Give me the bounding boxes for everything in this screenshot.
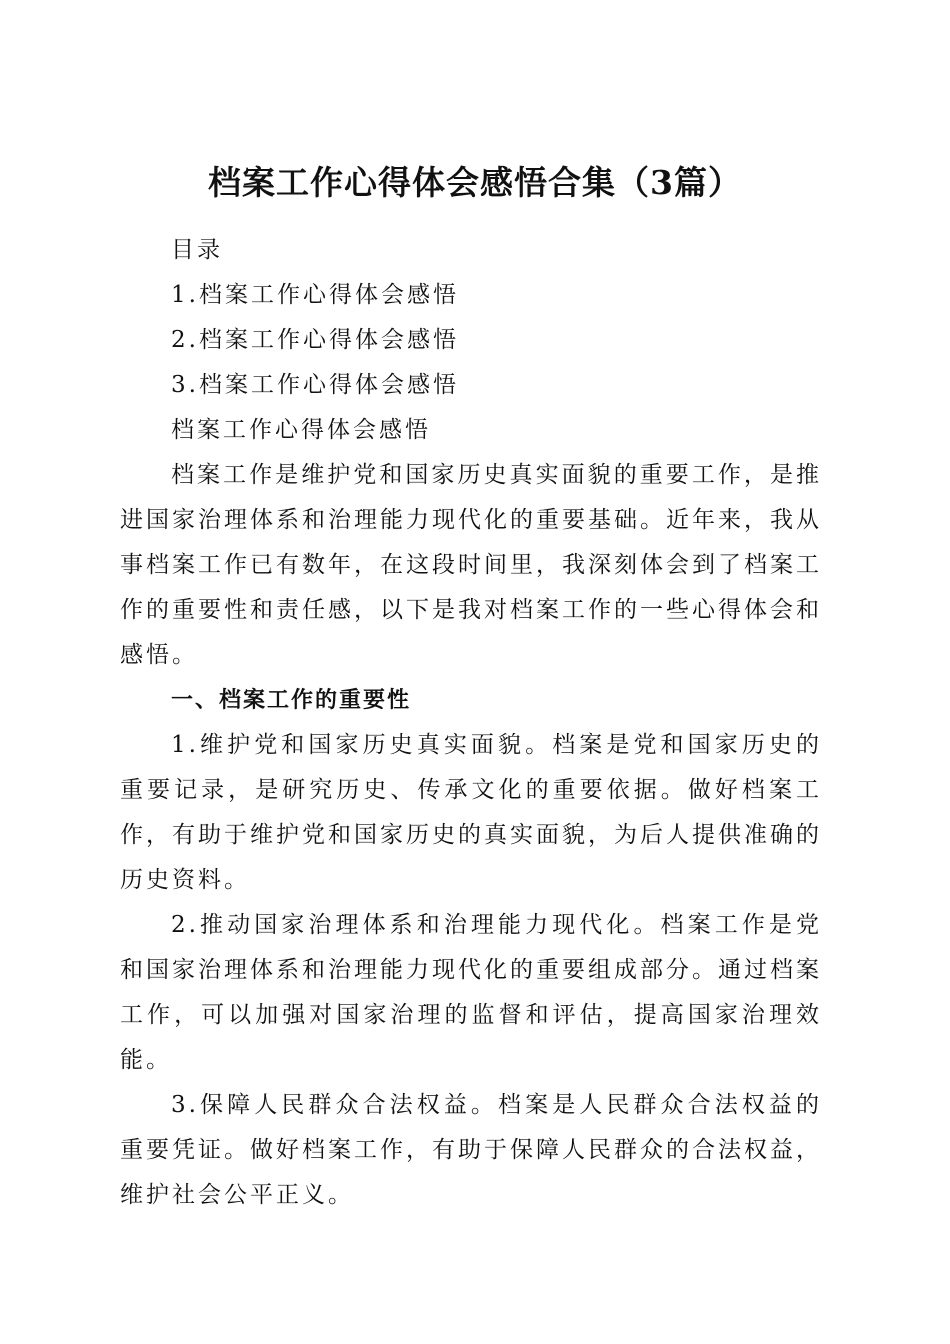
point-paragraph-1: 1.维护党和国家历史真实面貌。档案是党和国家历史的重要记录，是研究历史、传承文化的重要依据。做好档案工作，有助于维护党和国家历史的真实面貌，为后人提供准确的历史资料。 xyxy=(120,732,822,893)
toc-item-1: 1.档案工作心得体会感悟 xyxy=(171,282,459,308)
point-paragraph-3: 3.保障人民群众合法权益。档案是人民群众合法权益的重要凭证。做好档案工作，有助于保障人民群众的合法权益，维护社会公平正义。 xyxy=(120,1092,822,1208)
section-heading: 一、档案工作的重要性 xyxy=(171,688,412,713)
point-paragraph-2: 2.推动国家治理体系和治理能力现代化。档案工作是党和国家治理体系和治理能力现代化的重要组成部分。通过档案工作，可以加强对国家治理的监督和评估，提高国家治理效能。 xyxy=(120,912,822,1073)
toc-label: 目录 xyxy=(171,237,223,263)
toc-item-3: 3.档案工作心得体会感悟 xyxy=(171,372,459,398)
intro-paragraph: 档案工作是维护党和国家历史真实面貌的重要工作，是推进国家治理体系和治理能力现代化的重要基础。近年来，我从事档案工作已有数年，在这段时间里，我深刻体会到了档案工作的重要性和责任感，以下是我对档案工作的一些心得体会和感悟。 xyxy=(120,462,822,668)
toc-item-2: 2.档案工作心得体会感悟 xyxy=(171,327,459,353)
document-title: 档案工作心得体会感悟合集（3篇） xyxy=(208,163,742,203)
article-title: 档案工作心得体会感悟 xyxy=(171,417,431,443)
document-body xyxy=(120,228,822,1218)
